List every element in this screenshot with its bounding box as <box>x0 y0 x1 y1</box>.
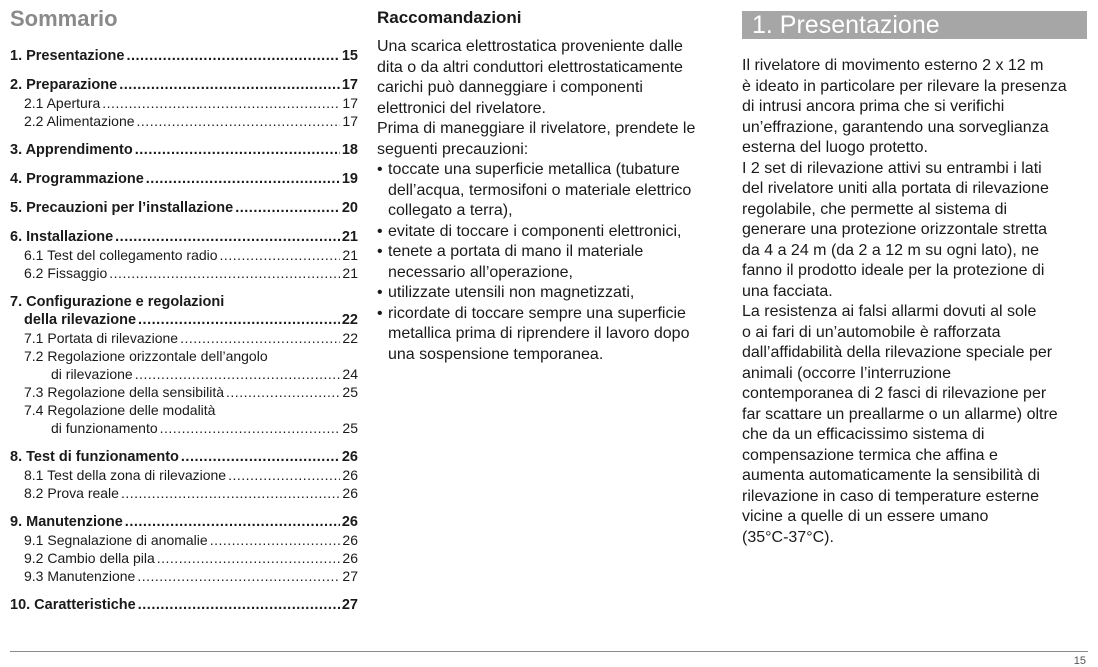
text-line: dita o da altri conduttori elettrostaticamente <box>377 58 683 76</box>
text-line: fanno il prodotto ideale per la protezione di <box>742 262 1045 279</box>
section-heading: 1. Presentazione <box>752 11 940 39</box>
toc-entry-label: 1. Presentazione <box>10 48 125 64</box>
precautions-list <box>377 160 722 365</box>
toc-entry[interactable] <box>10 596 358 614</box>
toc-entry-page: 27 <box>341 597 358 613</box>
toc-entry[interactable] <box>10 513 358 531</box>
text-line: contemporanea di 2 fasci di rilevazione per <box>742 385 1047 402</box>
toc-entry-page: 15 <box>341 48 358 64</box>
toc-entry-page: 17 <box>341 77 358 93</box>
list-item <box>377 304 722 366</box>
toc-entry-page: 27 <box>342 568 358 584</box>
toc-entry-page: 21 <box>341 229 358 245</box>
toc-entry-page: 21 <box>342 247 358 263</box>
toc-entry-label: 10. Caratteristiche <box>10 597 136 613</box>
toc-entry-label: 4. Programmazione <box>10 171 144 187</box>
toc-entry[interactable] <box>10 76 358 94</box>
section-title-bar <box>742 11 1087 39</box>
toc-entry-label: 6. Installazione <box>10 229 114 245</box>
text-line: La resistenza ai falsi allarmi dovuti al sole <box>742 303 1037 320</box>
text-line: seguenti precauzioni: <box>377 140 529 158</box>
text-line: di intrusi ancora prima che si verifichi <box>742 98 1005 115</box>
toc-entry-page: 25 <box>342 420 358 436</box>
toc-subentry[interactable] <box>10 401 358 419</box>
toc-entry-label: 2.2 Alimentazione <box>24 113 135 129</box>
toc-entry-label: 6.1 Test del collegamento radio <box>24 247 218 263</box>
text-line: • tenete a portata di mano il materiale <box>388 243 644 260</box>
text-line: • evitate di toccare i componenti elettronici, <box>388 222 682 240</box>
toc-entry-label: 9.3 Manutenzione <box>24 568 136 584</box>
toc-entry-label: 7.1 Portata di rilevazione <box>24 330 179 346</box>
toc-entry-label: 3. Apprendimento <box>10 142 133 158</box>
toc-entry[interactable] <box>10 199 358 217</box>
toc-entry-label: di funzionamento <box>51 420 158 436</box>
toc-subentry[interactable] <box>10 112 358 130</box>
text-line: che da un efficacissimo sistema di <box>742 426 985 443</box>
toc-entry-page: 26 <box>342 467 358 483</box>
text-line: far scattare un preallarme o un allarme) oltre <box>742 405 1058 423</box>
toc-entry-page: 22 <box>342 330 358 346</box>
toc-entry[interactable] <box>10 228 358 246</box>
toc-entry[interactable] <box>10 141 358 159</box>
toc-entry-label: 8.1 Test della zona di rilevazione <box>24 467 227 483</box>
toc-entry-label: 2. Preparazione <box>10 77 118 93</box>
text-line: aumenta automaticamente la sensibilità di <box>742 467 1040 484</box>
toc-entry-page: 25 <box>342 384 358 400</box>
toc-subentry[interactable] <box>10 264 358 282</box>
toc-entry-label: 8.2 Prova reale <box>24 485 119 501</box>
text-line: • toccate una superficie metallica (tubature <box>388 161 680 178</box>
text-line: è ideato in particolare per rilevare la presenza <box>742 77 1067 95</box>
text-line: Una scarica elettrostatica proveniente dalle <box>377 38 683 55</box>
toc-entry-label: 9.2 Cambio della pila <box>24 550 155 566</box>
text-line: esterna del luogo protetto. <box>742 139 928 156</box>
footer-divider <box>10 651 1088 652</box>
toc-entry-label: 7.4 Regolazione delle modalità <box>24 402 216 418</box>
toc-entry-page: 21 <box>342 265 358 281</box>
text-line: un’effrazione, garantendo una sorveglianza <box>742 118 1049 136</box>
toc-entry-page: 26 <box>342 485 358 501</box>
toc-subentry[interactable] <box>10 567 358 585</box>
toc-entry-continued[interactable] <box>10 311 358 329</box>
toc-subentry[interactable] <box>10 329 358 347</box>
text-line: (35°C-37°C). <box>742 528 834 546</box>
toc-subentry[interactable] <box>10 549 358 567</box>
recommendations-body <box>377 37 722 365</box>
text-line: dall’affidabilità della rilevazione speciale per <box>742 344 1053 361</box>
text-line: I 2 set di rilevazione attivi su entrambi i lati <box>742 159 1042 177</box>
text-line: vicine a quelle di un essere umano <box>742 508 989 525</box>
text-line: o ai fari di un’automobile è rafforzata <box>742 323 1001 341</box>
toc-entry-page: 26 <box>342 550 358 566</box>
toc-entry[interactable] <box>10 448 358 466</box>
text-line: • utilizzate utensili non magnetizzati, <box>388 284 635 301</box>
toc-entry-page: 26 <box>341 449 358 465</box>
text-line: da 4 a 24 m (da 2 a 12 m su ogni lato), ne <box>742 241 1040 259</box>
text-line: regolabile, che permette al sistema di <box>742 200 1008 218</box>
toc-subentry[interactable] <box>10 94 358 112</box>
presentation-body <box>742 56 1088 548</box>
toc-entry-label: 7. Configurazione e regolazioni <box>10 294 225 310</box>
toc-entry-page: 24 <box>342 366 358 382</box>
toc-subentry[interactable] <box>10 246 358 264</box>
text-line: del rivelatore uniti alla portata di rilevazione <box>742 180 1049 197</box>
toc-subentry[interactable] <box>10 484 358 502</box>
text-line: necessario all’operazione, <box>388 263 573 281</box>
toc-entry-label: 5. Precauzioni per l’installazione <box>10 200 234 216</box>
section-heading: Raccomandazioni <box>377 8 522 27</box>
toc-entry-label: 7.2 Regolazione orizzontale dell’angolo <box>24 348 268 364</box>
toc-list <box>10 47 358 614</box>
toc-subentry[interactable] <box>10 466 358 484</box>
toc-entry-page: 20 <box>341 200 358 216</box>
text-line: rilevazione in caso di temperature esterne <box>742 487 1040 505</box>
toc-entry[interactable] <box>10 170 358 188</box>
text-line: una sospensione temporanea. <box>388 345 604 363</box>
text-line: generare una protezione orizzontale stretta <box>742 221 1048 238</box>
text-line: metallica prima di riprendere il lavoro dopo <box>388 325 690 342</box>
text-line: • ricordate di toccare sempre una superficie <box>388 304 686 322</box>
toc-entry-label: 9.1 Segnalazione di anomalie <box>24 532 208 548</box>
text-line: carichi può danneggiare i componenti <box>377 79 643 96</box>
toc-entry[interactable] <box>10 293 358 311</box>
text-line: Il rivelatore di movimento esterno 2 x 12 m <box>742 57 1044 74</box>
toc-subentry[interactable] <box>10 347 358 365</box>
toc-subentry-continued[interactable] <box>10 365 358 383</box>
list-item <box>377 283 722 304</box>
toc-title: Sommario <box>10 6 118 31</box>
toc-entry-page: 26 <box>341 514 358 530</box>
toc-entry-label: 7.3 Regolazione della sensibilità <box>24 384 225 400</box>
text-line: elettronici del rivelatore. <box>377 99 546 117</box>
text-line: dell’acqua, termosifoni o materiale elettrico <box>388 181 692 199</box>
text-line: una facciata. <box>742 282 833 300</box>
text-line: compensazione termica che affina e <box>742 446 998 464</box>
toc-entry-page: 26 <box>342 532 358 548</box>
toc-subentry-continued[interactable] <box>10 419 358 437</box>
text-line: Prima di maneggiare il rivelatore, prendete le <box>377 120 696 137</box>
toc-entry-page: 22 <box>341 312 358 328</box>
toc-entry-page: 17 <box>342 95 358 111</box>
toc-entry-page: 17 <box>342 113 358 129</box>
toc-entry-label: della rilevazione <box>24 312 137 328</box>
toc-entry-label: 9. Manutenzione <box>10 514 123 530</box>
list-item <box>377 222 722 243</box>
toc-entry[interactable] <box>10 47 358 65</box>
toc-entry-page: 18 <box>341 142 358 158</box>
toc-subentry[interactable] <box>10 383 358 401</box>
list-item <box>377 242 722 283</box>
text-line: animali (occorre l’interruzione <box>742 364 951 382</box>
toc-entry-label: 6.2 Fissaggio <box>24 265 108 281</box>
toc-entry-label: 2.1 Apertura <box>24 95 101 111</box>
toc-entry-label: 8. Test di funzionamento <box>10 449 179 465</box>
toc-entry-label: di rilevazione <box>51 366 133 382</box>
toc-entry-page: 19 <box>341 171 358 187</box>
list-item <box>377 160 722 222</box>
text-line: collegato a terra), <box>388 202 513 219</box>
toc-subentry[interactable] <box>10 531 358 549</box>
page-number: 15 <box>1073 655 1086 667</box>
